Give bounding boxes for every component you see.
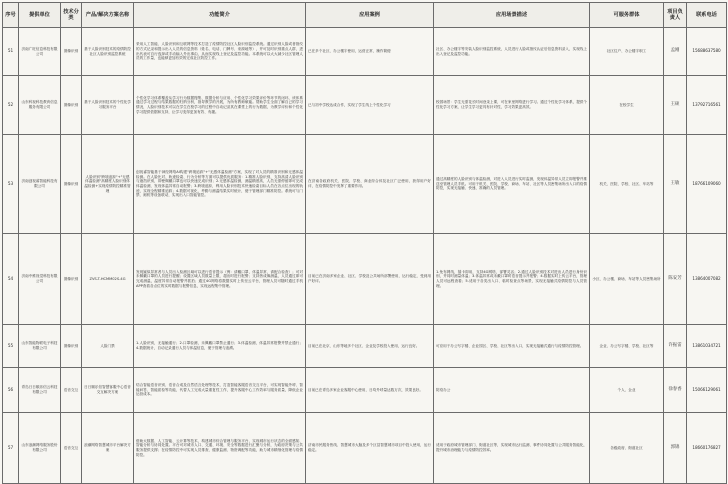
scenario-cell: 可应用于办公写字楼、企业园区、学校、社区等出入口，实现无接触式通行与疫情防控管理。 <box>434 325 590 368</box>
scenario-cell: 社区、办公楼宇等安装人脸识别监控系统，人员进行人脸或指纹认证后信息资料录入，实现线上出入登记及监控功能。 <box>434 28 590 76</box>
groups-cell: 企业、办公写字楼、学校、社区等 <box>590 325 664 368</box>
phone-cell: 13864007082 <box>687 234 727 325</box>
lead-cell: 陈安芳 <box>664 234 687 325</box>
product-cell: 日日顺乐信智慧客服中心语音交互解决方案 <box>82 368 134 413</box>
category-cell: 语音交互 <box>61 368 82 413</box>
header-product: 产品/解决方案名称 <box>82 3 134 28</box>
cases-cell: 目前已在北京、山东等地多个社区、企业及学校投入使用，运行良好。 <box>306 325 434 368</box>
cases-cell: 在济南各政府机关、医院、学校、商业综合体及社区广泛使用，获得用户好评，在疫情防控中发挥了重要作用。 <box>306 135 434 234</box>
table-row <box>3 234 727 325</box>
scenario-cell: 校园场景：学生无需花长时间登录上课，可在家里网络进行学习。通过个性化学习体系，提供个性化学习方案，让学生学习更具有针对性，学习效果更高效。 <box>434 76 590 135</box>
lead-cell: 王硕 <box>664 76 687 135</box>
product-cell: 浪潮网络智慧城市平台解决方案 <box>82 413 134 484</box>
function-cell: 采用人工智能、人脸识别和互联网等技术打造了疫情防控社区人脸识别监控系统。通过识别人脸或者指纹的方式记录和提示出入人员的信息资料（姓名、电话、门牌号、来源地等），并可及时识别重点人群，进出代表可自行选择或手动输入外出事由，从而实现线上登记及监控功能。本系统可以大大减少社区管理人员的工作量，也能够更加有效的完成社区防控工作。 <box>134 28 306 76</box>
company-cell: 济南中维视觉科技有限公司 <box>19 234 61 325</box>
table-header <box>3 3 727 28</box>
header-scenario: 应用场景描述 <box>434 3 590 28</box>
groups-cell: 小区、办公楼、商场、车站等人员密集场所 <box>590 234 664 325</box>
product-cell: 人脸门禁 <box>82 325 134 368</box>
header-lead: 项目负责人 <box>664 3 687 28</box>
category-cell: 图像识别 <box>61 325 82 368</box>
function-cell: 结合智能语音识别、语音合成及自然语言处理等技术，打造智能客服语音交互平台，可实现智能外呼、智能问答、智能质检等功能，代替人工完成大量重复性工作，提升客服中心工作效率与服务质量，降低企业运营成本。 <box>134 368 306 413</box>
cases-cell: 目前已在济南多家企业、社区、学校及公共场所部署使用，运行稳定，受到用户好评。 <box>306 234 434 325</box>
lead-cell: 孟刚 <box>664 28 687 76</box>
scenario-cell: 通过高精度的人脸识别与体温检测，对进入人员进行实时监测，发现体温异常人员立即报警并推送至管理人员手机。可用于机关、医院、学校、商场、车站、社区等人员密集场所出入口的疫情防控，实现无接触、快速、准确的人员管理。 <box>434 135 590 234</box>
product-cell: 人脸识别"跨境追踪"+"无感体温检测"高精度人脸识别体温检测+实现疫情防控精准管理 <box>82 135 134 234</box>
row-number: 51 <box>3 28 19 76</box>
groups-cell: 个人、企业 <box>590 368 664 413</box>
company-cell: 济南广旺信息科技有限公司 <box>19 28 61 76</box>
phone-cell: 15066129061 <box>687 368 727 413</box>
lead-cell: 许振雷 <box>664 325 687 368</box>
table-row <box>3 368 727 413</box>
header-phone: 联系电话 <box>687 3 727 28</box>
phone-cell: 18766109060 <box>687 135 727 234</box>
header-category: 技术分类 <box>61 3 82 28</box>
function-cell: 创视睿智能基于神经网络AI构建"跨境追踪"+"无感体温检测"方案，实现了对人员的精准识别和无感体温检测。在人脸比对、轨迹检索、行为分析等方面可以提供优质服务：1.精准人脸识别，支持高清人脸识别与遮挡识别，即使佩戴口罩也可以快速完成识别；2.无感体温检测，测温精度高，人员无需停留即可完成体温检测，发现体温异常自动报警；3.跨境追踪，利用人脸识别技术快速检索目标人员在各点位出现的轨迹，实现全程精准追踪；4.数据可视化，考勤与测温结果实时统计，便于管理部门精准防控。系统可与门禁、闸机等设备联动，实现出入口智能管控。 <box>134 135 306 234</box>
table-row <box>3 28 727 76</box>
ai-solutions-table <box>2 2 727 484</box>
table-row <box>3 76 727 135</box>
row-number: 54 <box>3 234 19 325</box>
row-number: 53 <box>3 135 19 234</box>
groups-cell: 社区住户、办公楼宇职工 <box>590 28 664 76</box>
scenario-cell: 防疫办公 <box>434 368 590 413</box>
table-row <box>3 325 727 368</box>
product-cell: 基于人脸识别技术的个性化学习服务平台 <box>82 76 134 135</box>
row-number: 55 <box>3 325 19 368</box>
lead-cell: 王敏 <box>664 135 687 234</box>
category-cell: 图像识别 <box>61 28 82 76</box>
lead-cell: 徐春香 <box>664 368 687 413</box>
company-cell: 山东浪潮网络服务股份有限公司 <box>19 413 61 484</box>
category-cell: 图像识别 <box>61 234 82 325</box>
company-cell: 山东科视科技教育信息服务有限公司 <box>19 76 61 135</box>
header-cases: 应用案例 <box>306 3 434 28</box>
function-cell: 发现疑似异常者与人员出入检测区域可以进行语音提示（例：请戴口罩，体温异常，请配合检查）；可对未佩戴口罩的人员进行提醒；设置区域人员数量上限，超出时进行报警；支持热成像测温，人员通过即可完成测温，温度异常自动报警并抓拍；通过4G网络将数据实时上传至云平台，管理人员可随时通过手机APP查看各点位的实时数据与报警信息，实现远程集中管理。 <box>134 234 306 325</box>
function-cell: 个性化学习体系覆盖从学习行为数据搜集、数据分析与应用、个性化学习效果评价等环节的闭环，该体系通过学习过程与结果数据的归纳分析，指导教学的开展，为所有教师赋能。帮助学生全面了解自己的学习情况，人脸识别技术可以在学生在校学习的过程中自动记录其在课堂上的行为数据，为教学评价和个性化学习提供依据和支持，让学习变得更加有效、有趣。 <box>134 76 306 135</box>
company-cell: 山东智能物联电子科技有限公司 <box>19 325 61 368</box>
lead-cell: 郭锦 <box>664 413 687 484</box>
groups-cell: 在校学生 <box>590 76 664 135</box>
category-cell: 语音交互 <box>61 413 82 484</box>
company-cell: 青岛日日顺乐信云科技有限公司 <box>19 368 61 413</box>
scenario-cell: 适用于政府城市管理部门、街道社区等，实现城市运行监测、事件协同处置与公共服务智能化，提升城市治理能力与疫情防控效率。 <box>434 413 590 484</box>
phone-cell: 13861034721 <box>687 325 727 368</box>
function-cell: 借助大数据、人工智能、云计算等技术，构建城市综合管理与服务平台，实现城市运行状态的全面感知、智能分析与协同处置。平台可对城市人口、交通、环境、安全等数据进行汇聚与分析，为政府决策与公共服务提供支撑；在疫情防控中可实现人员排查、健康监测、物资调配等功能，助力城市精细化管理与疫情防控。 <box>134 413 306 484</box>
row-number: 52 <box>3 76 19 135</box>
category-cell: 图像识别 <box>61 135 82 234</box>
row-number: 57 <box>3 413 19 484</box>
product-cell: 基于人脸识别技术的疫情防控社区人脸识别监控系统 <box>82 28 134 76</box>
cases-cell: 已与初中学校达成合作，实现了学生线上个性化学习 <box>306 76 434 135</box>
header-function: 功能简介 <box>134 3 306 28</box>
header-groups: 可服务群体 <box>590 3 664 28</box>
cases-cell: 济南市民服务热线、智慧城市大脑及多个区县智慧城市项目中投入使用，运行稳定。 <box>306 413 434 484</box>
table-row <box>3 413 727 484</box>
product-cell: ZVS-T-HCMM02S-4G <box>82 234 134 325</box>
cases-cell: 已在多个社区、办公楼宇使用，运营正常，操作简便 <box>306 28 434 76</box>
groups-cell: 机关、医院、学校、社区、车站等 <box>590 135 664 234</box>
groups-cell: 各级政府、街道社区 <box>590 413 664 484</box>
function-cell: 1.人脸识别，无接触通行；2.口罩检测，未佩戴口罩禁止通行；3.体温检测，体温异常报警并禁止通行；4.数据统计，自动记录通行人员与体温信息，便于管理与追溯。 <box>134 325 306 368</box>
phone-cell: 15688637580 <box>687 28 727 76</box>
cases-cell: 目前已在青岛多家企业客服中心使用，日均外呼量达数万次，效果良好。 <box>306 368 434 413</box>
company-cell: 济南创视睿智能科技有限公司 <box>19 135 61 234</box>
table-row <box>3 135 727 234</box>
header-company: 提供单位 <box>19 3 61 28</box>
row-number: 56 <box>3 368 19 413</box>
header-no: 序号 <box>3 3 19 28</box>
scenario-cell: 1.免布网线，插卡即用，支持4G网络，部署灵活；2.通过人脸识别技术对进出人员进行身份识别，并同时测量体温；3.体温异常或未戴口罩时语音提示并报警；4.数据实时上传云平台，管理人员可远程查看；5.适用于各类出入口、临时检查点等场景，实现无接触式疫情防控与人员管理。 <box>434 234 590 325</box>
phone-cell: 18660176827 <box>687 413 727 484</box>
phone-cell: 13792716561 <box>687 76 727 135</box>
category-cell: 图像识别 <box>61 76 82 135</box>
